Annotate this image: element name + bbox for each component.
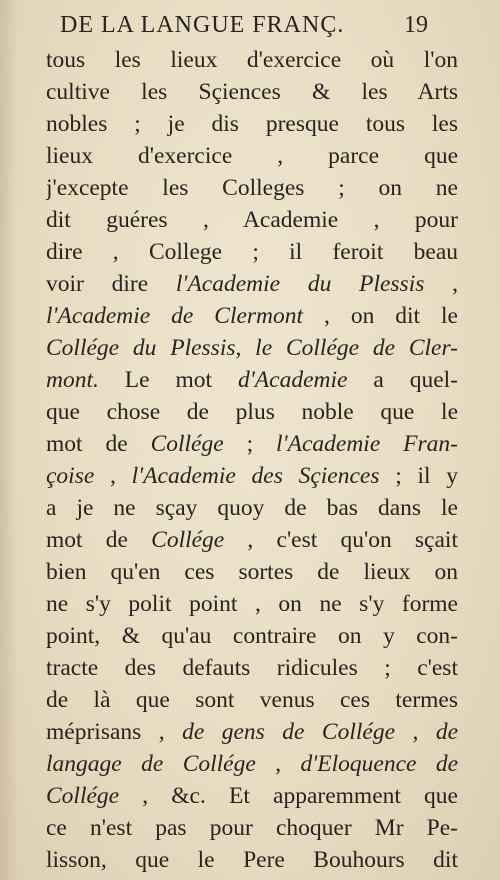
italic-text-span: l'Academie des Sçiences <box>131 463 380 489</box>
italic-text-span: l'Academie Fran- <box>276 431 458 457</box>
text-line <box>46 332 458 364</box>
text-span: j'excepte les Colleges ; on ne <box>46 175 458 201</box>
text-line <box>46 44 458 76</box>
text-line <box>46 844 458 876</box>
text-span: , <box>94 463 132 489</box>
text-span: dit guéres , Academie , pour <box>46 207 458 233</box>
text-span: ; <box>223 431 277 457</box>
text-line <box>46 396 458 428</box>
text-line <box>46 524 458 556</box>
text-line <box>46 620 458 652</box>
italic-text-span: Collége <box>151 527 225 553</box>
text-span: dire , College ; il feroit beau <box>46 239 458 265</box>
text-span: bien qu'en ces sortes de lieux on <box>46 559 458 585</box>
text-line <box>46 364 458 396</box>
text-span: que chose de plus noble que le <box>46 399 458 425</box>
text-span: , &c. Et apparemment que <box>119 783 458 809</box>
italic-text-span: de gens de Collége <box>182 719 396 745</box>
text-line <box>46 748 458 780</box>
text-line <box>46 652 458 684</box>
text-line <box>46 172 458 204</box>
text-span: ce n'est pas pour choquer Mr Pe- <box>46 815 458 841</box>
text-line <box>46 556 458 588</box>
text-line <box>46 716 458 748</box>
italic-text-span: l'Academie de Clermont <box>46 303 304 329</box>
text-line <box>46 108 458 140</box>
text-span: ; il y <box>379 463 458 489</box>
text-line <box>46 460 458 492</box>
text-line <box>46 428 458 460</box>
italic-text-span: çoise <box>46 463 95 489</box>
text-line <box>46 300 458 332</box>
italic-text-span: mont. <box>46 367 99 393</box>
text-span: , on dit le <box>303 303 458 329</box>
text-line <box>46 76 458 108</box>
text-line <box>46 780 458 812</box>
text-span: voir dire <box>46 271 176 297</box>
text-line <box>46 236 458 268</box>
text-line <box>46 268 458 300</box>
italic-text-span: Collége <box>46 783 120 809</box>
italic-text-span: langage de Collége <box>46 751 256 777</box>
text-span: tracte des defauts ridicules ; c'est <box>46 655 458 681</box>
text-span: mot de <box>46 431 151 457</box>
text-line <box>46 140 458 172</box>
italic-text-span: Collége <box>150 431 224 457</box>
italic-text-span: Collége du Plessis, le Collége de Cler- <box>46 335 458 361</box>
italic-text-span: de <box>435 719 458 745</box>
text-span: cultive les Sçiences & les Arts <box>46 79 458 105</box>
text-span: tous les lieux d'exercice où l'on <box>46 47 458 73</box>
italic-text-span: d'Eloquence de <box>300 751 458 777</box>
text-span: a je ne sçay quoy de bas dans le <box>46 495 458 521</box>
text-span: , <box>424 271 458 297</box>
italic-text-span: l'Academie du Plessis <box>175 271 425 297</box>
text-span: , <box>395 719 436 745</box>
text-span: ne s'y polit point , on ne s'y forme <box>46 591 458 617</box>
italic-text-span: d'Academie <box>238 367 348 393</box>
text-line <box>46 812 458 844</box>
running-head: DE LA LANGUE FRANÇ. <box>60 12 345 38</box>
text-span: lieux d'exercice , parce que <box>46 143 458 169</box>
text-line <box>46 684 458 716</box>
text-span: lisson, que le Pere Bouhours dit <box>46 847 458 873</box>
body-text <box>46 44 458 876</box>
text-line <box>46 492 458 524</box>
text-line <box>46 588 458 620</box>
text-span: a quel- <box>347 367 458 393</box>
text-span: de là que sont venus ces termes <box>46 687 458 713</box>
text-span: Le mot <box>98 367 239 393</box>
text-span: mot de <box>46 527 152 553</box>
text-span: , <box>255 751 301 777</box>
text-line <box>46 204 458 236</box>
page-number: 19 <box>404 12 428 38</box>
text-span: nobles ; je dis presque tous les <box>46 111 458 137</box>
text-span: méprisans , <box>46 719 183 745</box>
text-span: , c'est qu'on sçait <box>224 527 458 553</box>
text-span: point, & qu'au contraire on y con- <box>46 623 458 649</box>
